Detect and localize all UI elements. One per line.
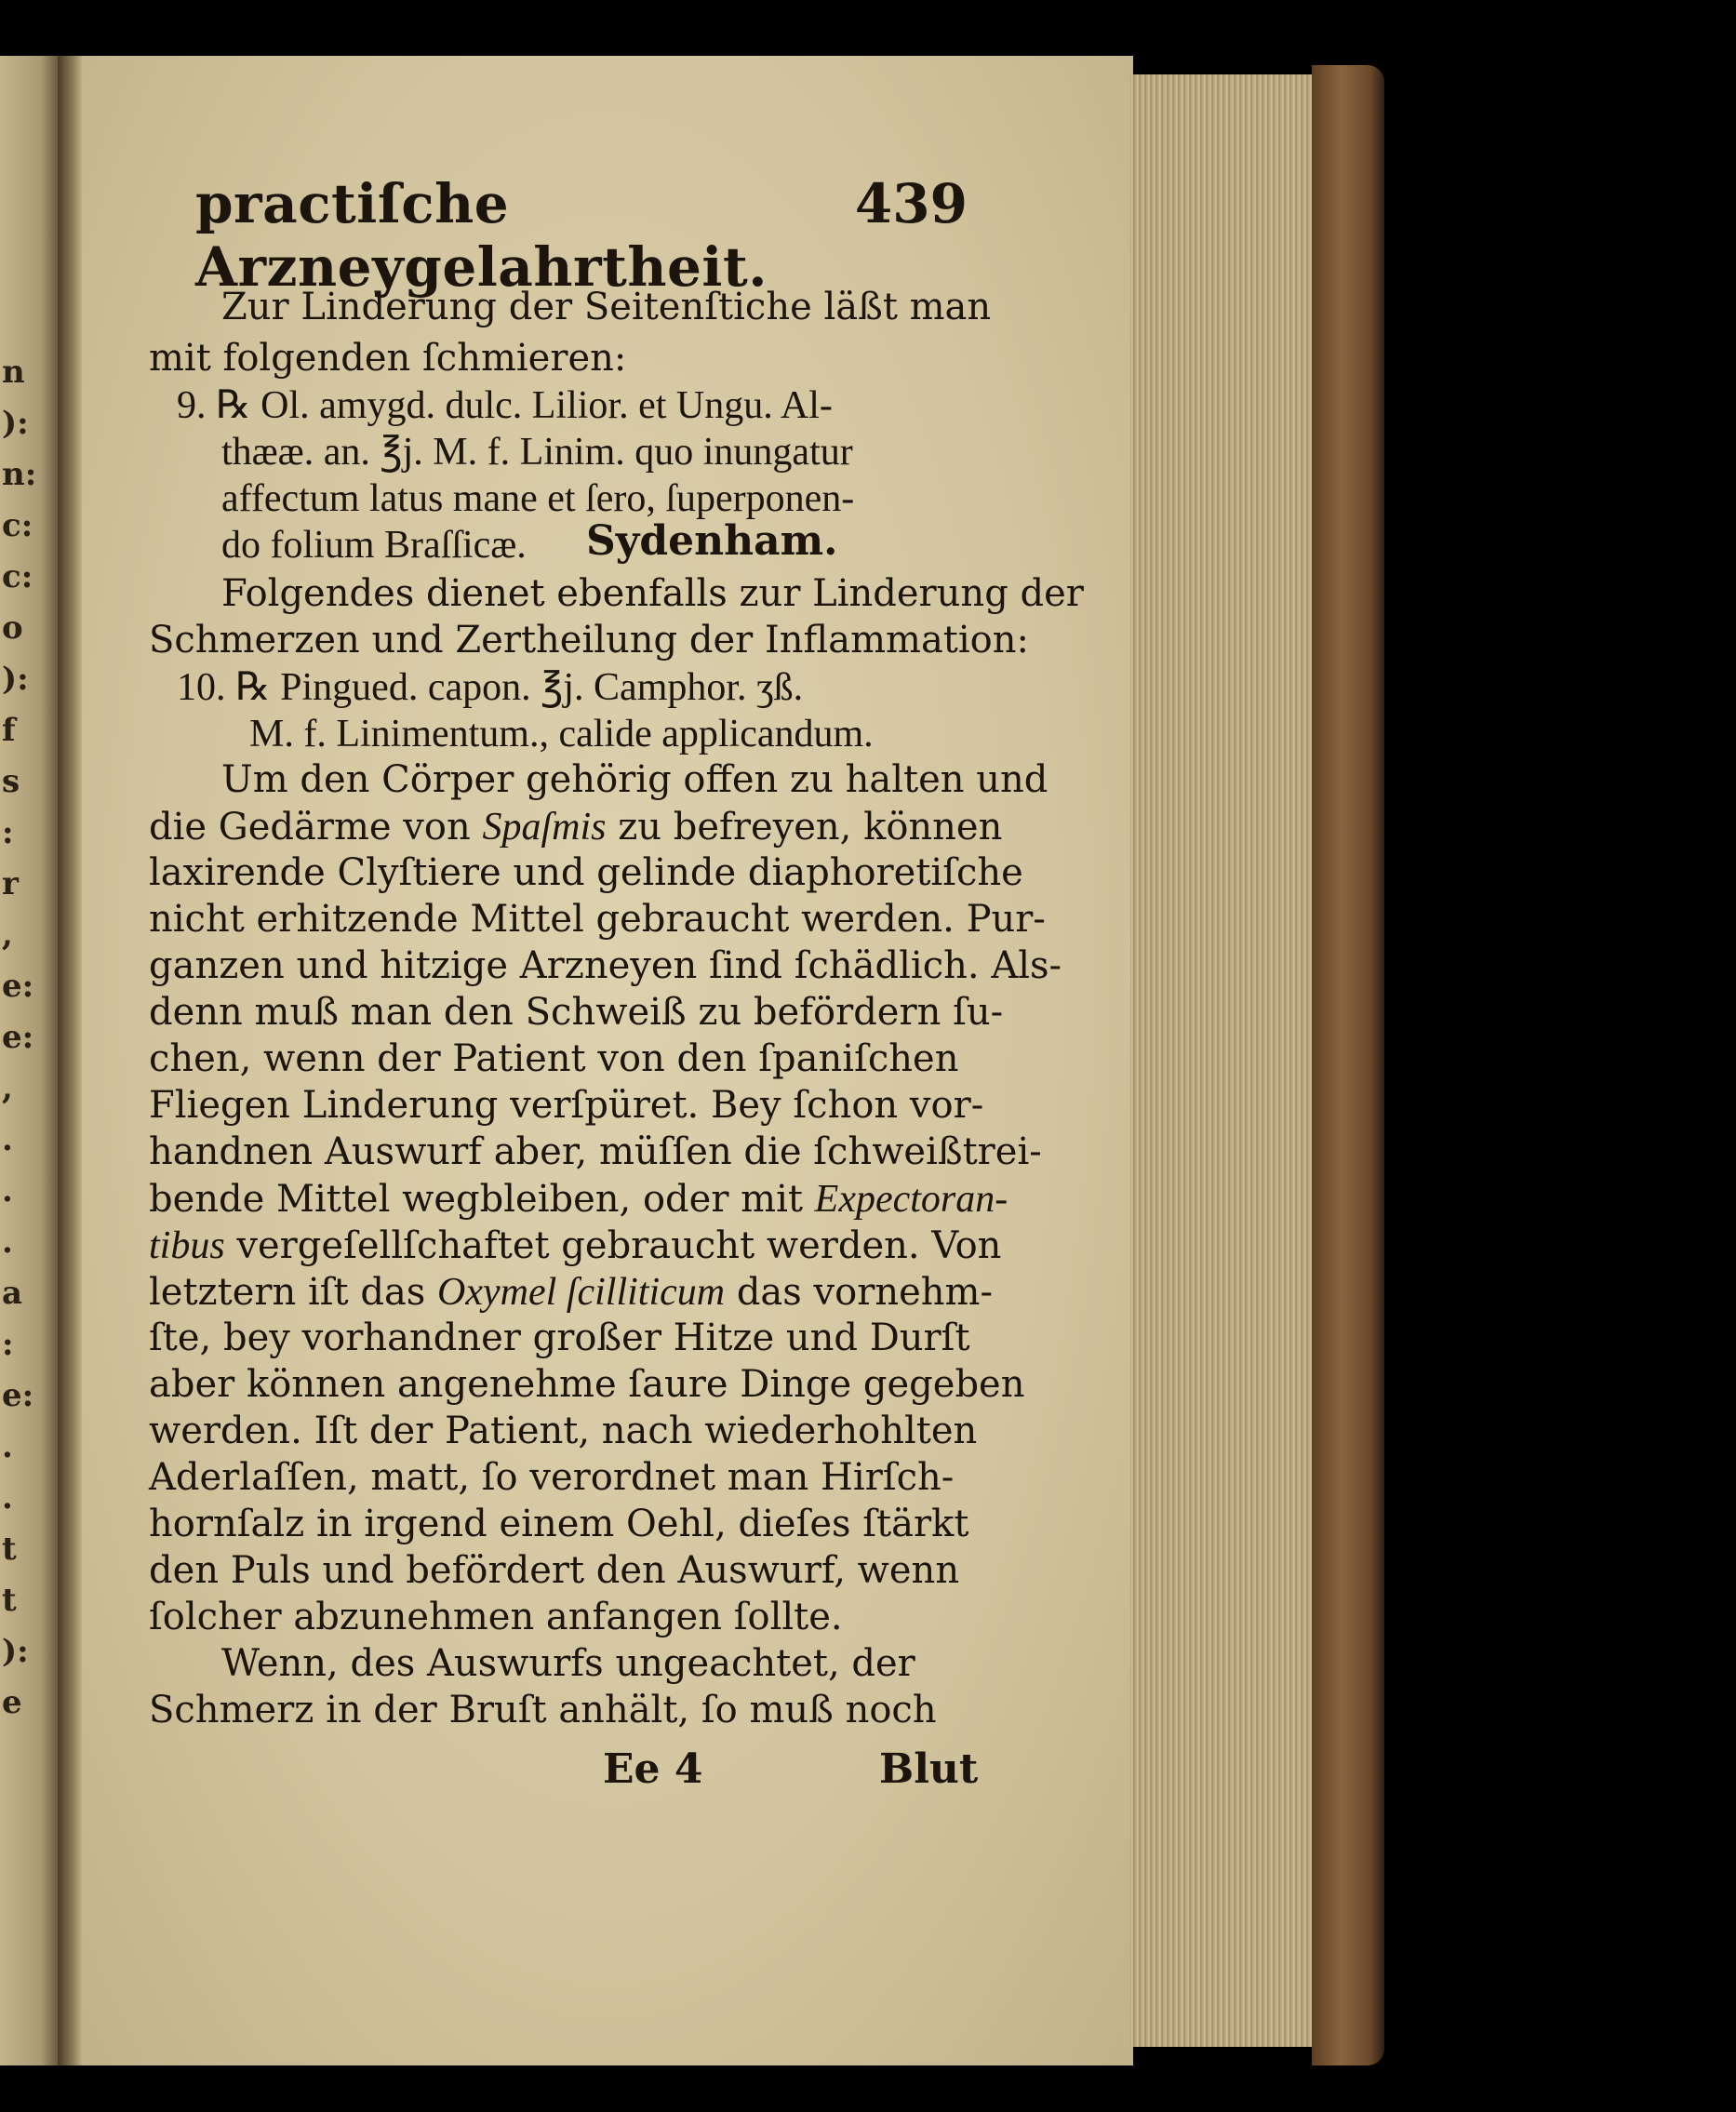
left-page-fragment: :	[2, 1326, 14, 1363]
running-header	[195, 172, 968, 299]
left-page-fragment: ,	[2, 1070, 13, 1107]
left-page-fragment: e	[2, 1684, 22, 1721]
text-line	[149, 1505, 968, 1543]
line-text: Aderlaſſen, matt, ſo verordnet man Hirſch-	[149, 1456, 955, 1499]
line-text: ſte, bey vorhandner großer Hitze und Durſt	[149, 1317, 970, 1359]
text-line	[221, 758, 1048, 801]
line-text: Schmerzen und Zertheilung der Inflammation:	[149, 619, 1029, 662]
line-text: letztern iſt das	[149, 1271, 426, 1314]
left-page-fragment: c:	[2, 558, 33, 595]
left-page-fragment: e:	[2, 968, 34, 1005]
italic-text: tibus	[149, 1224, 225, 1267]
line-text: mit folgenden ſchmieren:	[149, 337, 627, 380]
italic-text: Expectoran-	[814, 1178, 1008, 1221]
left-page-fragment: e:	[2, 1019, 34, 1056]
page-edges	[1130, 74, 1316, 2047]
left-page-fragment: .	[2, 1223, 13, 1261]
text-line	[221, 433, 853, 472]
left-page-fragment: .	[2, 1428, 13, 1465]
gutter	[58, 56, 84, 2065]
line-text: ſolcher abzunehmen anfangen ſollte.	[149, 1596, 843, 1638]
italic-text: Oxymel ſcilliticum	[437, 1271, 726, 1314]
left-page-fragment: n:	[2, 456, 37, 493]
text-line	[149, 1598, 843, 1636]
line-text: thææ. an. ℥j. M. f. Linim. quo inungatur	[221, 431, 853, 474]
left-page-fragment: .	[2, 1121, 13, 1158]
text-line	[149, 1226, 1001, 1265]
line-text: denn muß man den Schweiß zu befördern ſu-	[149, 991, 1004, 1034]
line-text: vergeſellſchaftet gebraucht werden. Von	[236, 1224, 1002, 1267]
line-text: 10. ℞ Pingued. capon. ℥j. Camphor. ʒß.	[177, 666, 804, 709]
line-text: Wenn, des Auswurfs ungeachtet, der	[221, 1642, 915, 1685]
left-page-fragment: .	[2, 1479, 13, 1517]
line-text: Sydenham.	[586, 517, 838, 565]
line-text: Um den Cörper gehörig offen zu halten und	[221, 758, 1048, 801]
text-line	[221, 286, 992, 328]
text-line	[149, 1319, 970, 1357]
line-text: 9. ℞ Ol. amygd. dulc. Lilior. et Ungu. Al-	[177, 384, 833, 427]
line-text: Schmerz in der Bruſt anhält, ſo muß noch	[149, 1689, 937, 1731]
left-page-fragment: ):	[2, 405, 29, 442]
text-line	[149, 1180, 1008, 1219]
text-line	[149, 1691, 937, 1729]
text-line	[149, 991, 1004, 1034]
line-text: handnen Auswurf aber, müſſen die ſchweißtrei-	[149, 1130, 1042, 1173]
line-text: M. f. Linimentum., calide applicandum.	[249, 713, 874, 755]
line-text: aber können angenehme ſaure Dinge gegeben	[149, 1363, 1025, 1406]
author-name	[586, 517, 838, 565]
text-line	[221, 1642, 915, 1685]
text-line	[221, 479, 854, 518]
text-line	[249, 715, 874, 754]
text-line	[149, 1037, 959, 1080]
text-line	[149, 337, 627, 380]
page-number: 439	[854, 172, 968, 235]
text-line	[149, 1130, 1042, 1173]
text-line	[221, 572, 1084, 615]
line-text: zu befreyen, können	[618, 806, 1003, 849]
left-page-edge	[0, 56, 58, 2065]
left-page-fragment: ):	[2, 661, 29, 698]
book-cover	[1312, 65, 1384, 2065]
line-text: affectum latus mane et ſero, ſuperponen-	[221, 477, 855, 520]
left-page-fragment: t	[2, 1531, 17, 1568]
line-text: Fliegen Linderung verſpüret. Bey ſchon vor-	[149, 1084, 984, 1127]
left-page-fragment: f	[2, 712, 16, 749]
text-line	[177, 386, 833, 425]
left-page-fragment: c:	[2, 507, 33, 544]
text-line	[149, 851, 1023, 894]
left-page-fragment: s	[2, 763, 20, 800]
line-text: das vornehm-	[736, 1271, 993, 1314]
left-page-fragment: a	[2, 1275, 23, 1312]
text-line	[221, 526, 527, 565]
line-text: laxirende Clyſtiere und gelinde diaphoretiſche	[149, 851, 1023, 894]
catchword: Blut	[879, 1745, 979, 1793]
text-line	[149, 1412, 977, 1450]
text-line	[149, 1084, 984, 1127]
left-page-fragment: e:	[2, 1377, 34, 1414]
left-page-fragment: t	[2, 1582, 17, 1619]
line-text: den Puls und befördert den Auswurf, wenn	[149, 1549, 960, 1592]
left-page-fragment: :	[2, 814, 14, 851]
line-text: werden. Iſt der Patient, nach wiederhohlten	[149, 1410, 978, 1452]
line-text: chen, wenn der Patient von den ſpaniſchen	[149, 1037, 959, 1080]
line-text: bende Mittel wegbleiben, oder mit	[149, 1178, 803, 1221]
line-text: nicht erhitzende Mittel gebraucht werden. Pur-	[149, 898, 1046, 941]
line-text: hornſalz in irgend einem Oehl, dieſes ſtärkt	[149, 1503, 969, 1545]
line-text: ganzen und hitzige Arzneyen ſind ſchädlich. Als-	[149, 944, 1062, 987]
text-line	[149, 944, 1062, 987]
line-text: do folium Braſſicæ.	[221, 524, 527, 567]
left-page-fragment: ,	[2, 916, 13, 954]
text-line	[149, 898, 1046, 941]
text-line	[149, 1456, 955, 1499]
signature-mark: Ee 4	[603, 1745, 703, 1793]
left-page-fragment: n	[2, 354, 25, 391]
italic-text: Spaſmis	[482, 806, 607, 849]
text-line	[149, 1549, 960, 1592]
line-text: die Gedärme von	[149, 806, 471, 849]
line-text: Zur Linderung der Seitenſtiche läßt man	[221, 286, 992, 328]
left-page-fragment: o	[2, 609, 23, 647]
running-title: practiſche Arzneygelahrtheit.	[195, 172, 768, 299]
text-line	[177, 668, 803, 707]
left-page-fragment: r	[2, 865, 19, 902]
text-line	[149, 619, 1029, 662]
line-text: Folgendes dienet ebenfalls zur Linderung der	[221, 572, 1084, 615]
text-line	[149, 808, 1002, 847]
left-page-fragment: .	[2, 1172, 13, 1210]
text-line	[149, 1273, 993, 1312]
left-page-fragments	[2, 354, 39, 1735]
left-page-fragment: ):	[2, 1633, 29, 1670]
text-line	[149, 1363, 1025, 1406]
